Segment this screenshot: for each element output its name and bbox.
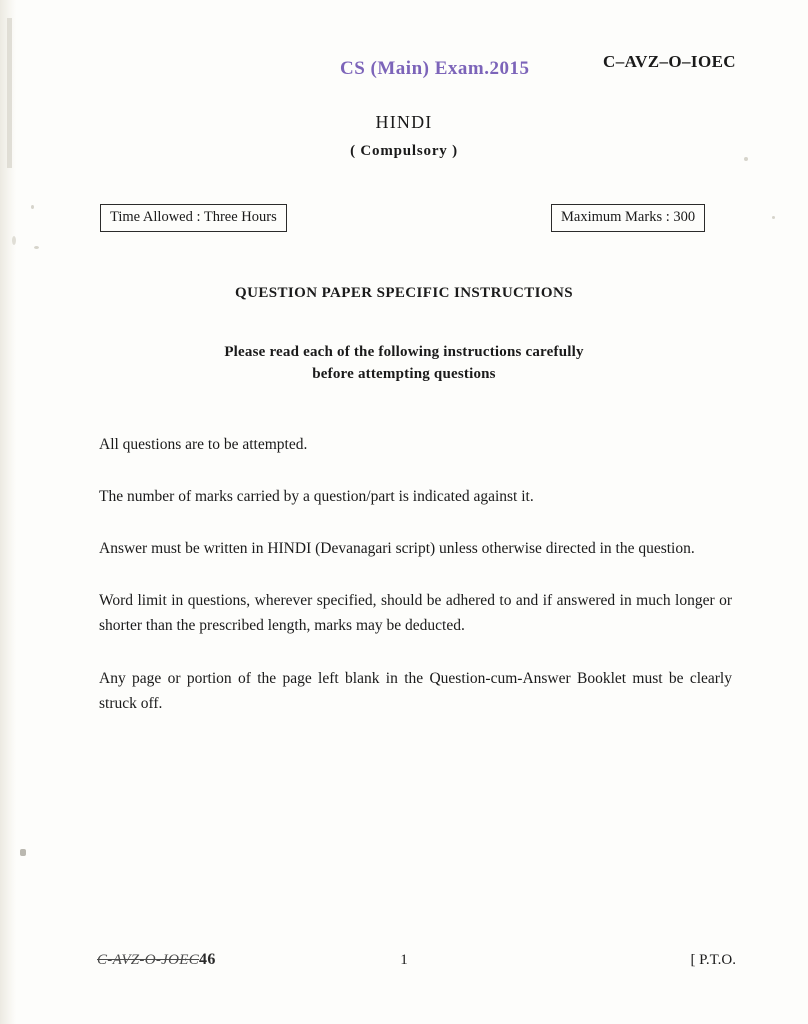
please-read-notice <box>0 342 808 386</box>
footer-code-struck: C-AVZ-O-JOEC <box>97 952 200 968</box>
instruction-item: Answer must be written in HINDI (Devanagari script) unless otherwise directed in the question. <box>99 540 695 558</box>
scan-speck <box>20 849 26 856</box>
instruction-item: Word limit in questions, wherever specified, should be adhered to and if answered in much longer or shorter than the prescribed length, marks may be deducted. <box>99 592 732 635</box>
compulsory-label: ( Compulsory ) <box>350 143 458 159</box>
scan-speck <box>34 246 39 249</box>
instructions-list <box>99 432 732 743</box>
time-allowed-box: Time Allowed : Three Hours <box>100 204 287 232</box>
subject-title: HINDI <box>375 112 433 132</box>
please-read-line-1: Please read each of the following instructions carefully <box>224 344 584 360</box>
maximum-marks-box: Maximum Marks : 300 <box>551 204 705 232</box>
scan-speck <box>12 236 16 245</box>
footer-code-number: 46 <box>199 951 216 968</box>
paper-code: C–AVZ–O–IOEC <box>603 52 736 71</box>
scan-speck <box>31 205 34 209</box>
instruction-item: Any page or portion of the page left blank in the Question-cum-Answer Booklet must be clearly struck off. <box>99 669 732 712</box>
pto-marker: [ P.T.O. <box>690 952 736 968</box>
instruction-item: All questions are to be attempted. <box>99 436 308 453</box>
exam-stamp: CS (Main) Exam.2015 <box>340 58 530 79</box>
scan-speck <box>772 216 775 219</box>
instruction-item: The number of marks carried by a question/part is indicated against it. <box>99 488 534 506</box>
please-read-line-2: before attempting questions <box>312 365 496 382</box>
page-number: 1 <box>400 952 408 968</box>
section-heading: QUESTION PAPER SPECIFIC INSTRUCTIONS <box>235 285 573 301</box>
